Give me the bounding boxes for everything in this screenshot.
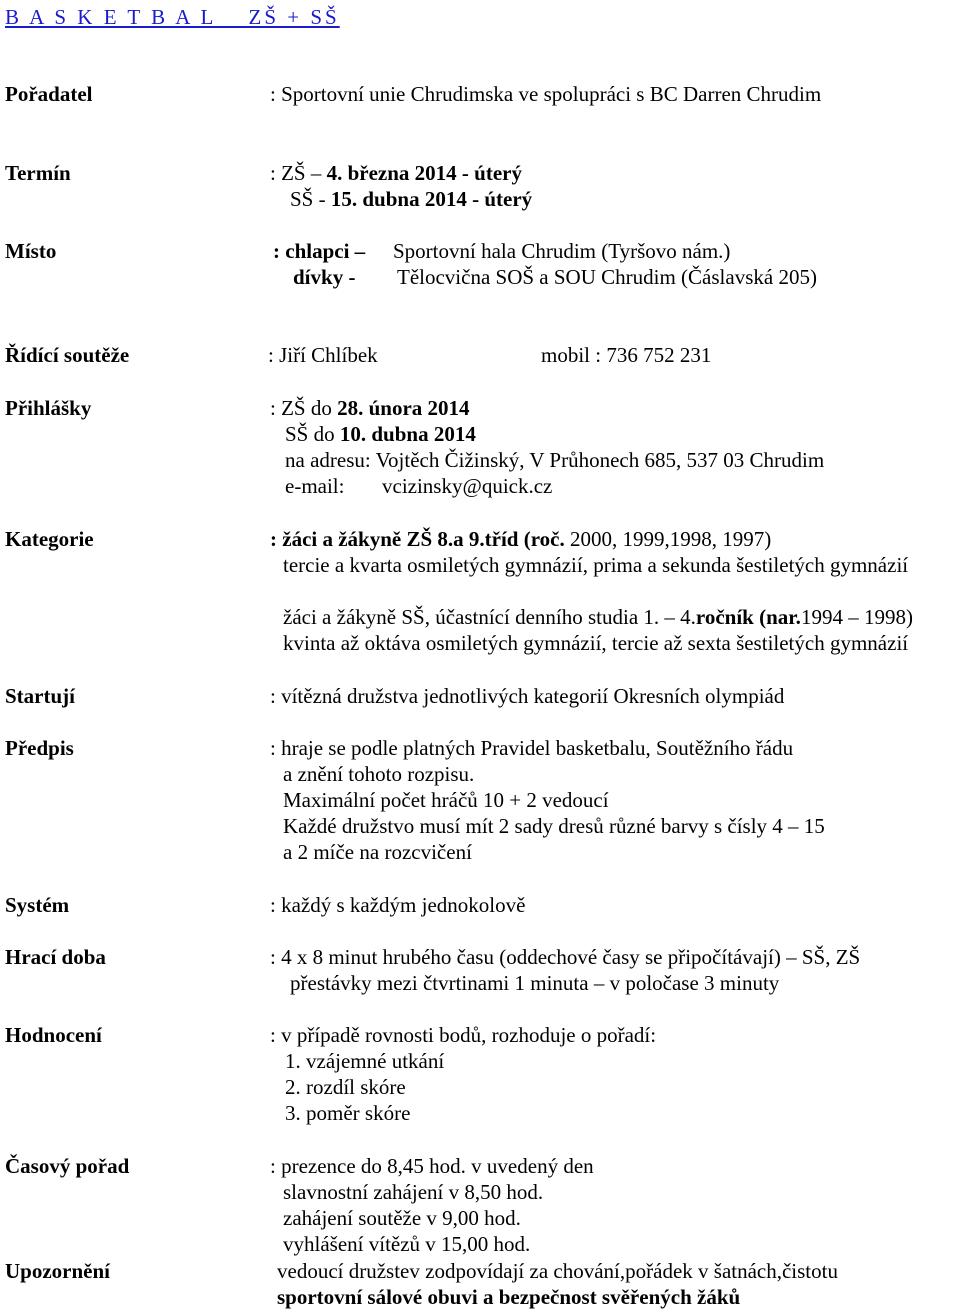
label-misto: Místo [5,239,57,263]
hraci-doba-line-2: přestávky mezi čtvrtinami 1 minuta – v poločase 3 minuty [290,971,780,995]
casovy-porad-line-2: slavnostní zahájení v 8,50 hod. [283,1180,544,1204]
value-system: : každý s každým jednokolově [270,893,526,917]
prihlasky-ss: SŠ do 10. dubna 2014 [285,422,476,446]
label-termin: Termín [5,161,71,185]
prihlasky-address: na adresu: Vojtěch Čižinský, V Průhonech 685, 537 03 Chrudim [285,448,825,472]
upozorneni-line-2: sportovní sálové obuvi a bezpečnost svěřených žáků [277,1285,741,1309]
value-startuji: : vítězná družstva jednotlivých kategorií Okresních olympiád [270,684,785,708]
prihlasky-email[interactable]: vcizinsky@quick.cz [382,474,553,498]
prihlasky-zs: : ZŠ do 28. února 2014 [270,396,470,420]
hodnoceni-item: 2. rozdíl skóre [285,1075,406,1099]
predpis-line-2: a znění tohoto rozpisu. [283,762,475,786]
label-prihlasky: Přihlášky [5,396,92,420]
label-kategorie: Kategorie [5,527,94,551]
kategorie-zs: : žáci a žákyně ZŠ 8.a 9.tříd (roč. 2000, 1999,1998, 1997) [270,527,772,551]
label-ridici: Řídící soutěže [5,343,130,367]
ridici-name: : Jiří Chlíbek [268,343,378,367]
label-poradatel: Pořadatel [5,82,93,106]
label-hodnoceni: Hodnocení [5,1023,102,1047]
kategorie-zs-gymnazia: tercie a kvarta osmiletých gymnázií, prima a sekunda šestiletých gymnázií [283,553,909,577]
ridici-mobile: mobil : 736 752 231 [541,343,712,367]
upozorneni-line-1: vedoucí družstev zodpovídají za chování,pořádek v šatnách,čistotu [277,1259,838,1283]
label-predpis: Předpis [5,736,74,760]
hodnoceni-item: 1. vzájemné utkání [285,1049,445,1073]
label-casovy-porad: Časový pořad [5,1154,130,1178]
casovy-porad-line-4: vyhlášení vítězů v 15,00 hod. [283,1232,531,1256]
casovy-porad-line-1: : prezence do 8,45 hod. v uvedený den [270,1154,594,1178]
predpis-line-1: : hraje se podle platných Pravidel basketbalu, Soutěžního řádu [270,736,794,760]
predpis-line-5: a 2 míče na rozcvičení [283,840,472,864]
kategorie-ss: žáci a žákyně SŠ, účastnící denního studia 1. – 4.ročník (nar.1994 – 1998) [283,605,913,629]
predpis-line-4: Každé družstvo musí mít 2 sady dresů různé barvy s čísly 4 – 15 [283,814,825,838]
predpis-line-3: Maximální počet hráčů 10 + 2 vedoucí [283,788,609,812]
misto-chlapci: : chlapci – [273,239,366,263]
prihlasky-email-label: e-mail: [285,474,345,498]
misto-chlapci-value: Sportovní hala Chrudim (Tyršovo nám.) [393,239,731,263]
kategorie-ss-gymnazia: kvinta až oktáva osmiletých gymnázií, tercie až sexta šestiletých gymnázií [283,631,909,655]
label-startuji: Startují [5,684,75,708]
termin-zs: : ZŠ – 4. března 2014 - úterý [270,161,522,185]
label-hraci-doba: Hrací doba [5,945,106,969]
label-system: Systém [5,893,70,917]
hodnoceni-line-1: : v případě rovnosti bodů, rozhoduje o pořadí: [270,1023,657,1047]
misto-divky: dívky - [293,265,356,289]
termin-ss: SŠ - 15. dubna 2014 - úterý [290,187,533,211]
hraci-doba-line-1: : 4 x 8 minut hrubého času (oddechové časy se připočítávají) – SŠ, ZŠ [270,945,861,969]
label-upozorneni: Upozornění [5,1259,110,1283]
misto-divky-value: Tělocvična SOŠ a SOU Chrudim (Čáslavská 205) [397,265,817,289]
document-title: B A S K E T B A L ZŠ + SŠ [5,5,340,29]
hodnoceni-item: 3. poměr skóre [285,1101,411,1125]
value-poradatel: : Sportovní unie Chrudimska ve spolupráci s BC Darren Chrudim [270,82,822,106]
casovy-porad-line-3: zahájení soutěže v 9,00 hod. [283,1206,521,1230]
